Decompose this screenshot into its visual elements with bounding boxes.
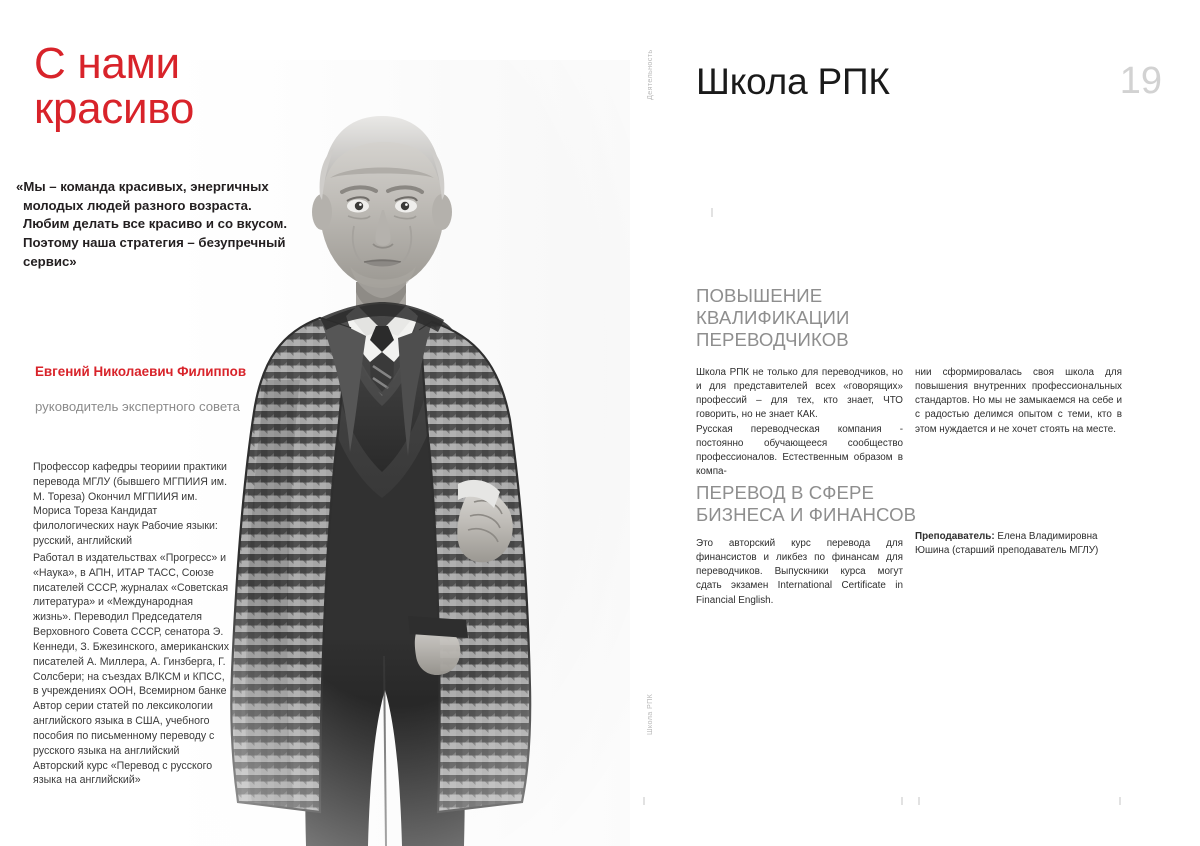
section-2-column-1 bbox=[696, 537, 903, 608]
person-role: руководитель экспертного совета bbox=[35, 399, 241, 414]
section-2-col-1-para-1: Это авторский курс перевода для финансистов и ликбез по финансам для переводчиков. Выпускники курса могут сдать экзамен International Certificate in Financial English. bbox=[696, 538, 903, 606]
registration-tick bbox=[643, 797, 645, 805]
registration-tick bbox=[901, 797, 903, 805]
spine-label-chapter: Школа РПК bbox=[645, 693, 654, 735]
section-1-column-2 bbox=[915, 366, 1122, 437]
registration-tick bbox=[711, 208, 713, 217]
section-1-col-2-para-1: нии сформировалась своя школа для повышения внутренних профессиональных стандартов. Но мы не замыкаемся на себе и с радостью делимся опытом с теми, кто в этом нуждается и не хочет стоять на месте. bbox=[915, 367, 1122, 435]
pull-quote: «Мы – команда красивых, энергичных молодых людей разного возраста. Любим делать все красиво и со вкусом. Поэтому наша стратегия – безупречный сервис» bbox=[16, 179, 288, 269]
right-page-title: Школа РПК bbox=[696, 61, 890, 102]
teacher-credit bbox=[915, 530, 1130, 558]
section-2-heading-line-1: ПЕРЕВОД В СФЕРЕ bbox=[696, 482, 875, 503]
page-number: 19 bbox=[1119, 60, 1162, 102]
section-2-heading-line-2: БИЗНЕСА И ФИНАНСОВ bbox=[696, 503, 917, 525]
spine-label-section: Деятельность bbox=[645, 49, 654, 100]
headline-line-2: красиво bbox=[34, 83, 195, 133]
right-page bbox=[630, 0, 1200, 846]
section-1-heading-line-3: ПЕРЕВОДЧИКОВ bbox=[696, 328, 849, 350]
registration-tick bbox=[918, 797, 920, 805]
section-heading-professional-development bbox=[696, 285, 1026, 351]
person-name: Евгений Николаевич Филиппов bbox=[35, 364, 247, 379]
headline-line-1: С нами bbox=[34, 39, 180, 88]
bio-paragraph-career: Работал в издательствах «Прогресс» и «Наука», в АПН, ИТАР ТАСС, Союзе писателей СССР, журналах «Советская литература» и «Международная жизнь». Переводил Председателя Верховного Совета СССР, сенатора Э. Кеннеди, З. Бжезинского, американских писателей А. Миллера, А. Гинзберга, Г. Солсбери; на съездах ВЛКСМ и КПСС, в учреждениях ООН, Всемирном банке Автор серии статей по лексикологии английского языка в США, учебного пособия по письменному переводу с русского языка на английский Авторский курс «Перевод с русского языка на английский» bbox=[33, 552, 229, 787]
teacher-name: Елена Владимировна Юшина (старший преподаватель МГЛУ) bbox=[915, 531, 1099, 557]
section-heading-business-finance-translation bbox=[696, 482, 1026, 526]
bio-paragraph-credentials: Профессор кафедры теориии практики перевода МГЛУ (бывшего МГПИИЯ им. М. Тореза) Окончил МГПИИЯ им. Мориса Тореза Кандидат филологических наук Рабочие языки: русский, английский bbox=[33, 461, 228, 548]
section-1-heading-line-2: КВАЛИФИКАЦИИ bbox=[696, 306, 850, 328]
section-1-column-1 bbox=[696, 366, 903, 479]
section-1-col-1-para-1: Школа РПК не только для переводчиков, но и для представителей всех «говорящих» профессий – для тех, кто знает, ЧТО говорить, но не знает КАК. bbox=[696, 367, 903, 421]
section-1-heading-line-1: ПОВЫШЕНИЕ bbox=[696, 285, 823, 306]
teacher-label: Преподаватель: bbox=[915, 531, 995, 542]
page-title bbox=[34, 39, 334, 133]
section-1-col-1-para-2: Русская переводческая компания - постоянно обучающееся сообщество профессионалов. Естественным образом в компа- bbox=[696, 423, 903, 478]
registration-tick bbox=[1119, 797, 1121, 805]
